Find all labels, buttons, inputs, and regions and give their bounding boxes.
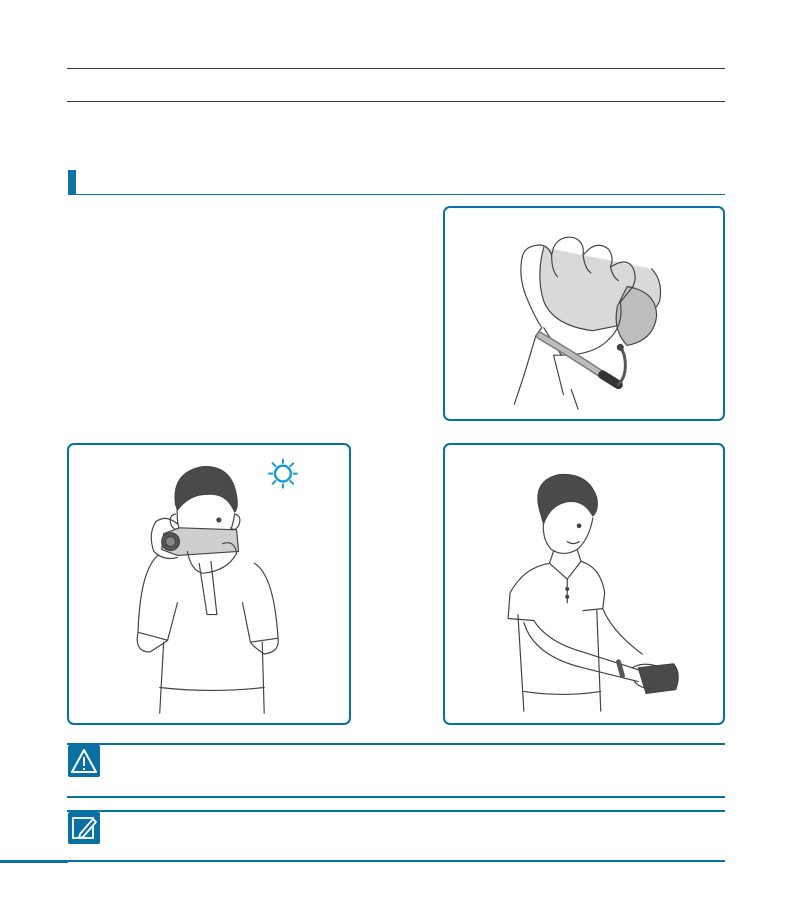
sun-icon bbox=[268, 459, 298, 489]
note-bottom-rule bbox=[67, 860, 725, 862]
hand-strap-illustration bbox=[443, 206, 725, 421]
section-marker bbox=[68, 170, 76, 194]
header-rule-bottom bbox=[67, 101, 725, 102]
man-holding-low-illustration bbox=[443, 443, 725, 725]
note-block bbox=[67, 810, 725, 863]
caution-triangle-icon bbox=[68, 745, 100, 777]
note-icon-box bbox=[68, 812, 100, 844]
man-filming-illustration bbox=[67, 443, 351, 725]
caution-icon-box bbox=[68, 745, 100, 777]
caution-block bbox=[67, 743, 725, 799]
header-rule-top bbox=[67, 68, 725, 69]
man-filming-drawing bbox=[69, 445, 349, 723]
caution-top-rule bbox=[67, 743, 725, 745]
section-underline bbox=[68, 194, 725, 195]
note-pencil-icon bbox=[68, 812, 100, 844]
page-tab-marker bbox=[0, 860, 68, 863]
caution-bottom-rule bbox=[67, 796, 725, 798]
hand-strap-drawing bbox=[445, 208, 723, 419]
note-top-rule bbox=[67, 810, 725, 812]
section-header bbox=[68, 170, 725, 195]
man-holding-low-drawing bbox=[445, 445, 723, 723]
